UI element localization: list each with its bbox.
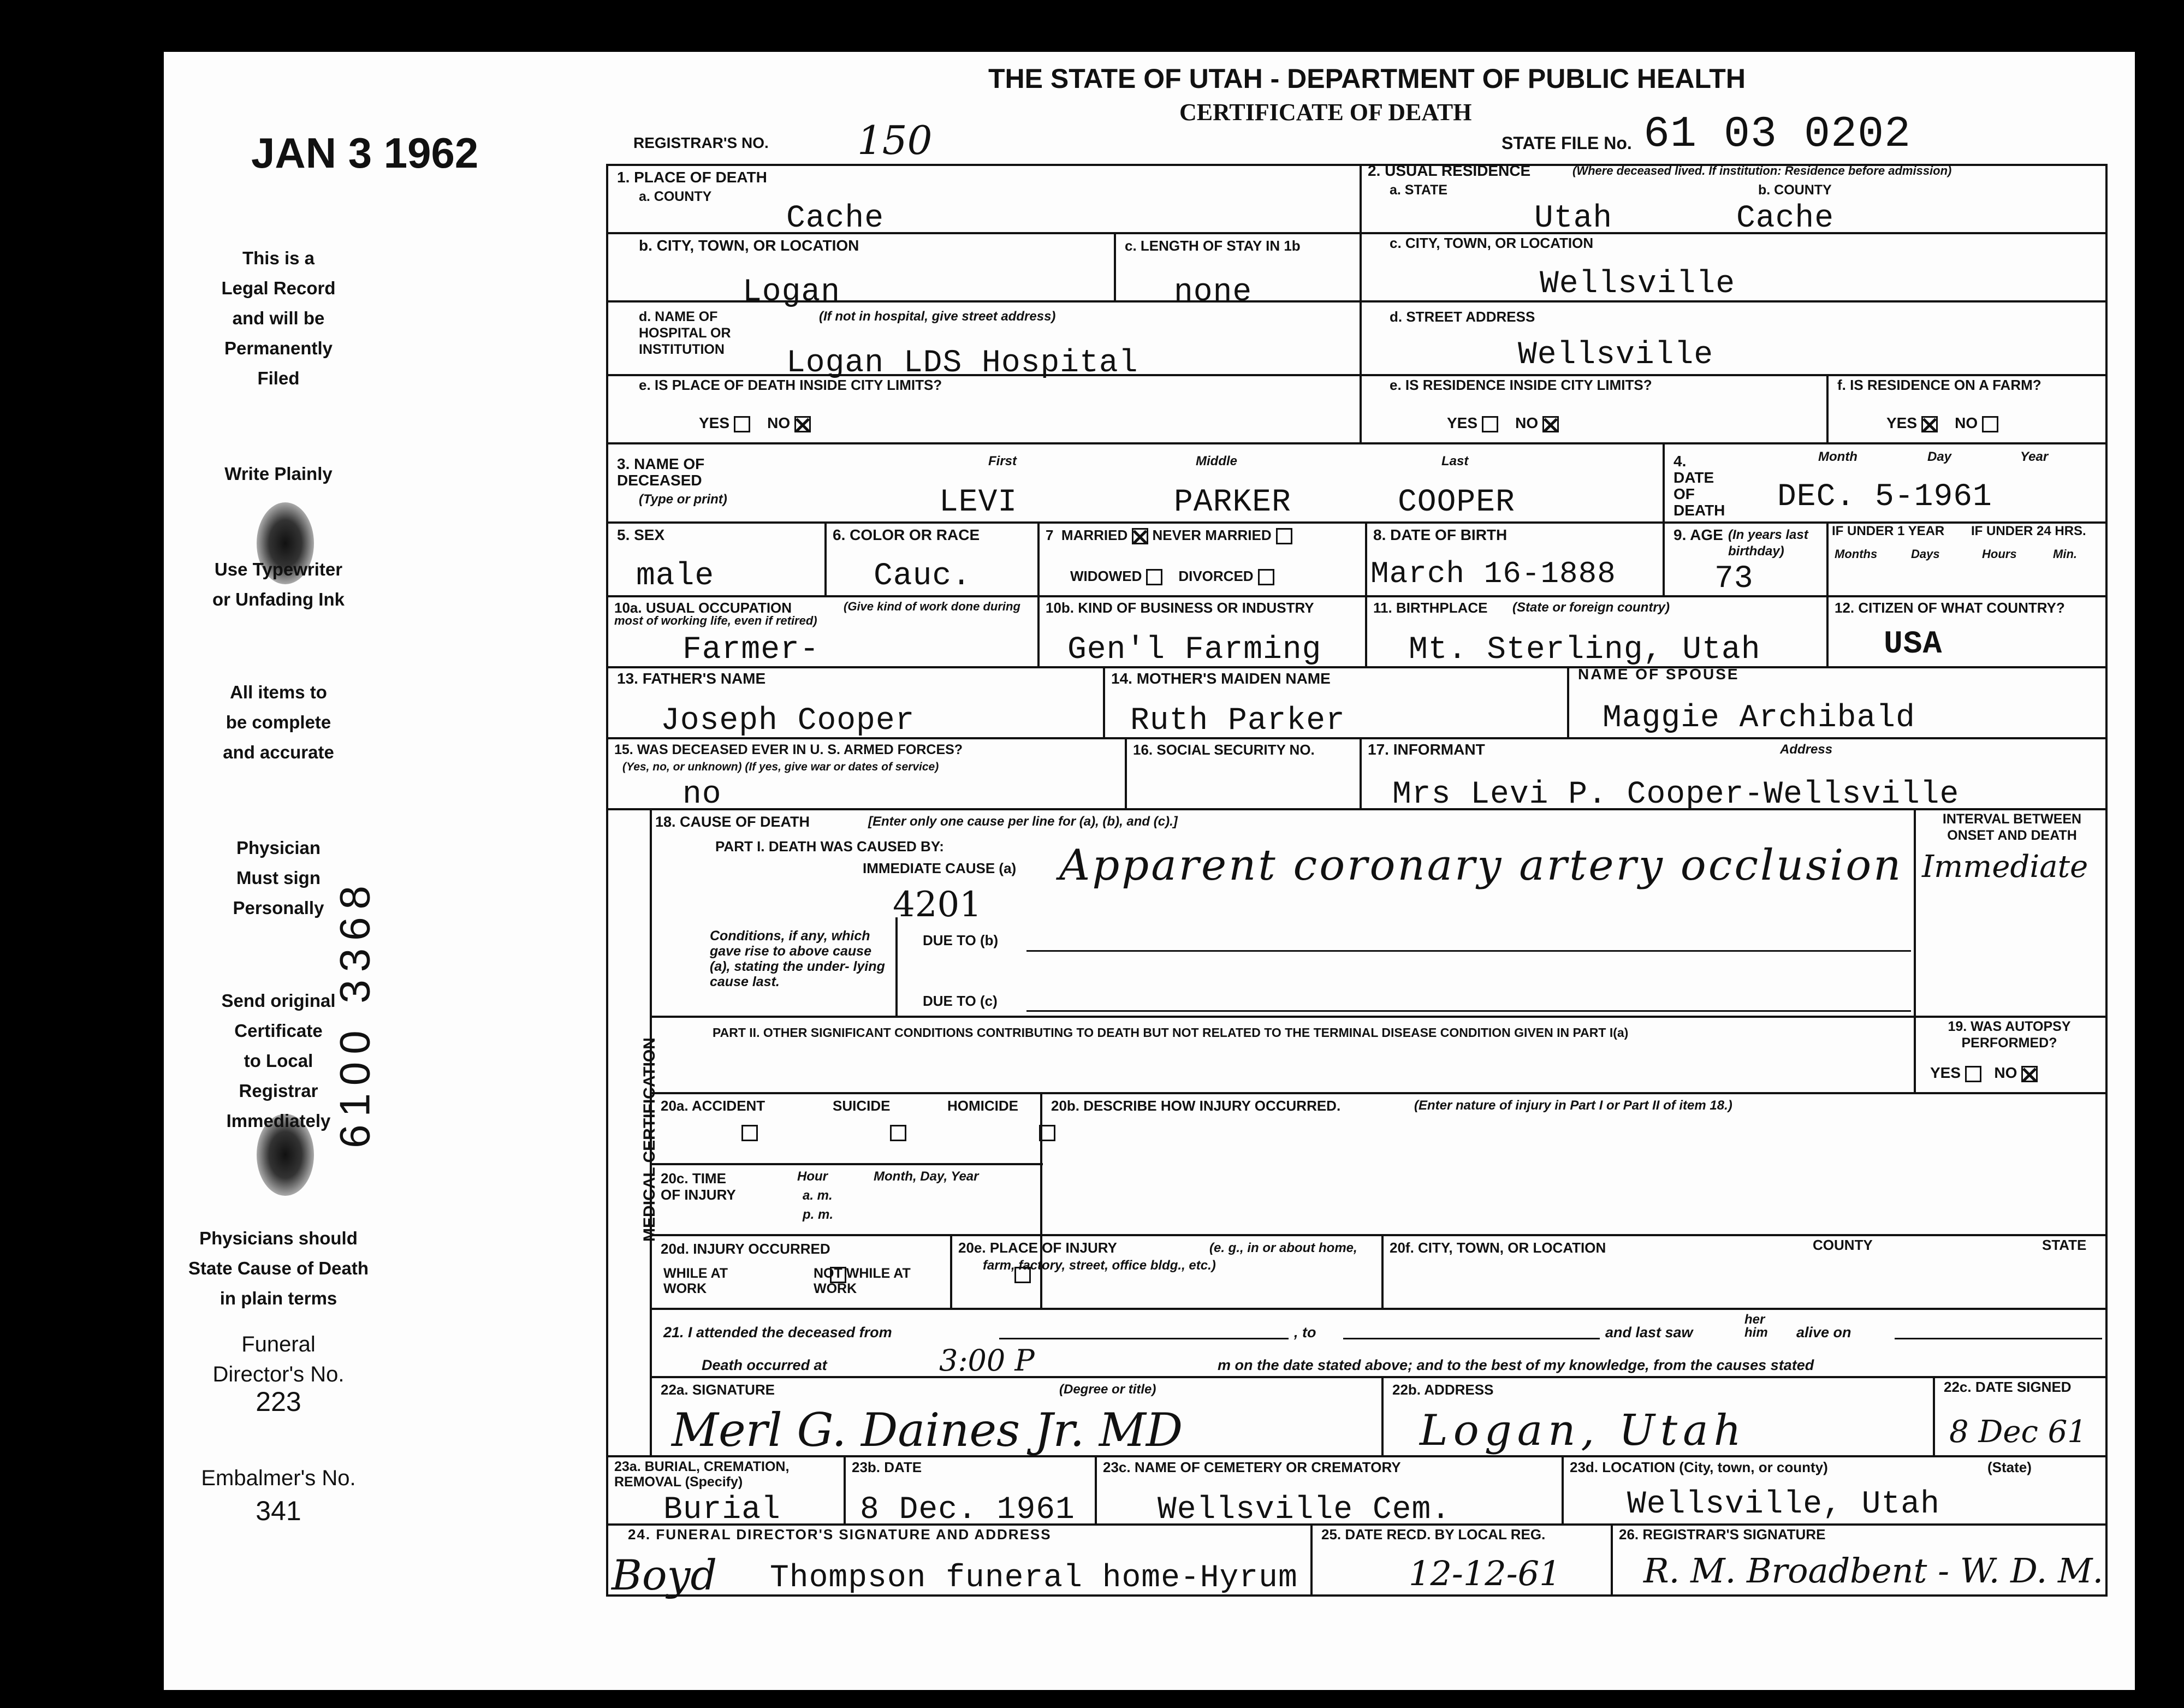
cause-code: 4201 bbox=[893, 885, 982, 925]
s2-hint: (Where deceased lived. If institution: Residence before admission) bbox=[1572, 164, 1952, 177]
s20e-label: 20e. PLACE OF INJURY bbox=[958, 1240, 1117, 1256]
registrars-no-label: REGISTRAR'S NO. bbox=[633, 134, 769, 151]
s2-state-label: a. STATE bbox=[1390, 182, 1448, 198]
s24-label: 24. FUNERAL DIRECTOR'S SIGNATURE AND ADDRESS bbox=[628, 1526, 1052, 1543]
s7-widowed: WIDOWED DIVORCED bbox=[1070, 568, 1274, 585]
s9-days: Days bbox=[1911, 547, 1940, 561]
s19-checks: YES NO bbox=[1930, 1065, 2038, 1082]
s20c-label: 20c. TIME OF INJURY bbox=[661, 1170, 736, 1203]
side-send-original: Send original Certificate to Local Registrar Immediately bbox=[221, 991, 336, 1131]
s21-line1e: alive on bbox=[1796, 1324, 1851, 1341]
s9-hint: (In years last birthday) bbox=[1728, 527, 1808, 559]
spouse-label: NAME OF SPOUSE bbox=[1578, 666, 1740, 683]
usual-occupation: Farmer- bbox=[682, 632, 820, 668]
s3-first-label: First bbox=[988, 454, 1017, 468]
s26-label: 26. REGISTRAR'S SIGNATURE bbox=[1619, 1526, 1826, 1543]
s2-street-label: d. STREET ADDRESS bbox=[1390, 309, 1535, 325]
s1-hosp-hint: (If not in hospital, give street address) bbox=[819, 309, 1056, 324]
s12-label: 12. CITIZEN OF WHAT COUNTRY? bbox=[1835, 600, 2065, 616]
s1-inside-checks: YES NO bbox=[699, 415, 811, 432]
citizen-country: USA bbox=[1884, 627, 1943, 662]
deceased-last-name: COOPER bbox=[1398, 485, 1515, 520]
s3-last-label: Last bbox=[1441, 454, 1469, 468]
sex: male bbox=[636, 559, 715, 594]
widowed-checkbox[interactable] bbox=[1146, 569, 1162, 585]
s3-hint: (Type or print) bbox=[639, 492, 727, 507]
s20b-label: 20b. DESCRIBE HOW INJURY OCCURRED. bbox=[1051, 1098, 1341, 1114]
s20d-label: 20d. INJURY OCCURRED bbox=[661, 1241, 830, 1257]
s4-month-label: Month bbox=[1818, 449, 1857, 464]
s22c-label: 22c. DATE SIGNED bbox=[1944, 1379, 2072, 1395]
s11-label: 11. BIRTHPLACE bbox=[1373, 600, 1488, 616]
s22b-label: 22b. ADDRESS bbox=[1392, 1381, 1494, 1398]
s9-under1: IF UNDER 1 YEAR bbox=[1832, 524, 1945, 538]
s21-line2a: Death occurred at bbox=[702, 1357, 827, 1373]
date-signed: 8 Dec 61 bbox=[1949, 1414, 2087, 1450]
s13-label: 13. FATHER'S NAME bbox=[617, 670, 766, 687]
autopsy-no-checkbox[interactable] bbox=[2021, 1066, 2038, 1082]
s18-part1: PART I. DEATH WAS CAUSED BY: bbox=[715, 838, 944, 855]
s20c-am: a. m. bbox=[803, 1188, 833, 1203]
s23d-state-label: (State) bbox=[1987, 1459, 2032, 1475]
s17-address-label: Address bbox=[1780, 742, 1833, 757]
s9-label: 9. AGE bbox=[1673, 526, 1723, 543]
residence-state: Utah bbox=[1534, 201, 1613, 236]
s11-hint: (State or foreign country) bbox=[1512, 600, 1670, 615]
death-time: 3:00 P bbox=[939, 1343, 1035, 1378]
side-legal-record: This is a Legal Record and will be Permanently Filed bbox=[221, 248, 336, 388]
s21-line1d: her him bbox=[1744, 1312, 1768, 1340]
s2-inside-label: e. IS RESIDENCE INSIDE CITY LIMITS? bbox=[1390, 377, 1652, 393]
state-file-label: STATE FILE No. bbox=[1502, 133, 1632, 153]
s10a-label: 10a. USUAL OCCUPATION bbox=[614, 600, 792, 616]
form-subtitle: CERTIFICATE OF DEATH bbox=[1179, 99, 1472, 126]
disposition-date: 8 Dec. 1961 bbox=[860, 1492, 1075, 1528]
s22a-degree-label: (Degree or title) bbox=[1059, 1382, 1156, 1397]
s20-homicide: HOMICIDE bbox=[947, 1098, 1018, 1114]
funeral-director-signature: Boyd bbox=[612, 1551, 717, 1599]
s10a-hint: (Give kind of work done during most of working life, even if retired) bbox=[614, 600, 1020, 627]
death-county: Cache bbox=[786, 201, 885, 236]
married-checkbox[interactable] bbox=[1132, 528, 1148, 544]
side-physician-sign: Physician Must sign Personally bbox=[233, 838, 324, 918]
s18-immediate: IMMEDIATE CAUSE (a) bbox=[863, 860, 1017, 876]
s18-interval-label: INTERVAL BETWEEN ONSET AND DEATH bbox=[1942, 811, 2082, 843]
s1-city-label: b. CITY, TOWN, OR LOCATION bbox=[639, 237, 859, 254]
s4-year-label: Year bbox=[2020, 449, 2049, 464]
s2-farm-no-checkbox[interactable] bbox=[1982, 416, 1998, 432]
armed-forces: no bbox=[682, 777, 722, 813]
s21-line1a: 21. I attended the deceased from bbox=[663, 1324, 892, 1341]
s9-hours: Hours bbox=[1982, 547, 2017, 561]
homicide-checkbox[interactable] bbox=[1039, 1125, 1055, 1141]
death-city: Logan bbox=[743, 275, 841, 310]
s1-inside-yes-checkbox[interactable] bbox=[734, 416, 750, 432]
s2-inside-no-checkbox[interactable] bbox=[1542, 416, 1559, 432]
date-of-birth: March 16-1888 bbox=[1370, 556, 1616, 591]
s2-farm-yes-checkbox[interactable] bbox=[1921, 416, 1938, 432]
side-funeral-director-label: Funeral Director's No. bbox=[212, 1332, 345, 1386]
s6-label: 6. COLOR OR RACE bbox=[833, 526, 980, 543]
s20b-hint: (Enter nature of injury in Part I or Part II of item 18.) bbox=[1414, 1098, 1732, 1113]
s20-suicide: SUICIDE bbox=[833, 1098, 891, 1114]
side-funeral-director-no: 223 bbox=[256, 1386, 301, 1417]
suicide-checkbox[interactable] bbox=[890, 1125, 906, 1141]
s20c-pm: p. m. bbox=[803, 1207, 834, 1222]
s23d-label: 23d. LOCATION (City, town, or county) bbox=[1570, 1459, 1828, 1475]
s20c-hour: Hour bbox=[797, 1169, 828, 1184]
s17-label: 17. INFORMANT bbox=[1368, 741, 1485, 758]
disposition: Burial bbox=[663, 1492, 781, 1528]
physician-address: Logan, Utah bbox=[1420, 1406, 1747, 1455]
physician-signature: Merl G. Daines Jr. MD bbox=[672, 1403, 1183, 1457]
s4-day-label: Day bbox=[1927, 449, 1952, 464]
s2-label: 2. USUAL RESIDENCE bbox=[1368, 162, 1531, 179]
funeral-director: Thompson funeral home-Hyrum bbox=[770, 1561, 1298, 1596]
s10b-label: 10b. KIND OF BUSINESS OR INDUSTRY bbox=[1046, 600, 1314, 616]
father-name: Joseph Cooper bbox=[661, 703, 915, 739]
s15-hint: (Yes, no, or unknown) (If yes, give war or dates of service) bbox=[622, 761, 939, 773]
residence-county: Cache bbox=[1736, 201, 1835, 236]
s25-label: 25. DATE RECD. BY LOCAL REG. bbox=[1321, 1526, 1546, 1543]
date-received: 12-12-61 bbox=[1409, 1553, 1561, 1593]
s21-line1c: and last saw bbox=[1605, 1324, 1693, 1341]
registrars-no: 150 bbox=[857, 117, 933, 163]
registrar-signature: R. M. Broadbent - W. D. M. bbox=[1643, 1551, 2104, 1591]
state-file-no: 61 03 0202 bbox=[1643, 110, 1912, 159]
side-physicians-should: Physicians should State Cause of Death in plain terms bbox=[188, 1228, 369, 1308]
mother-maiden-name: Ruth Parker bbox=[1130, 703, 1345, 739]
s2-farm-checks: YES NO bbox=[1886, 415, 1998, 432]
s20e-hint: (e. g., in or about home, farm, factory, street, office bldg., etc.) bbox=[983, 1241, 1357, 1273]
s1-label: 1. PLACE OF DEATH bbox=[617, 169, 767, 186]
date-of-death: DEC. 5-1961 bbox=[1777, 479, 1992, 515]
s23b-label: 23b. DATE bbox=[852, 1459, 922, 1475]
s7-married: 7 MARRIED NEVER MARRIED bbox=[1046, 527, 1292, 544]
s22a-label: 22a. SIGNATURE bbox=[661, 1381, 775, 1398]
s1-county-label: a. COUNTY bbox=[639, 189, 712, 204]
accident-checkbox[interactable] bbox=[741, 1125, 758, 1141]
s18-label: 18. CAUSE OF DEATH bbox=[655, 814, 810, 830]
residence-street: Wellsville bbox=[1518, 337, 1714, 373]
deceased-first-name: LEVI bbox=[939, 485, 1018, 520]
s18-hint: [Enter only one cause per line for (a), (b), and (c).] bbox=[868, 814, 1178, 829]
s20f-county: COUNTY bbox=[1813, 1237, 1873, 1253]
color-or-race: Cauc. bbox=[874, 559, 972, 594]
s3-label: 3. NAME OF DECEASED bbox=[617, 455, 705, 489]
s20d-not-work: NOT WHILE AT WORK bbox=[814, 1266, 911, 1296]
side-items-complete: All items to be complete and accurate bbox=[223, 682, 334, 762]
s2-county-label: b. COUNTY bbox=[1758, 182, 1832, 198]
s18-conditions: Conditions, if any, which gave rise to above cause (a), stating the under- lying cause last. bbox=[710, 928, 885, 989]
s20a-label: 20a. ACCIDENT bbox=[661, 1098, 765, 1114]
informant: Mrs Levi P. Cooper-Wellsville bbox=[1392, 777, 1960, 813]
s3-middle-label: Middle bbox=[1196, 454, 1237, 468]
divorced-checkbox[interactable] bbox=[1258, 569, 1274, 585]
side-typewriter: Use Typewriter or Unfading Ink bbox=[212, 559, 345, 609]
s16-label: 16. SOCIAL SECURITY NO. bbox=[1133, 742, 1315, 758]
s1-hosp-label: d. NAME OF HOSPITAL OR INSTITUTION bbox=[639, 309, 731, 357]
s9-months: Months bbox=[1835, 547, 1878, 561]
deceased-middle-name: PARKER bbox=[1174, 485, 1291, 520]
kind-of-business: Gen'l Farming bbox=[1067, 632, 1322, 668]
s2-farm-label: f. IS RESIDENCE ON A FARM? bbox=[1837, 377, 2041, 393]
s20c-mdy: Month, Day, Year bbox=[874, 1169, 979, 1184]
medical-certification-label: MEDICAL CERTIFICATION bbox=[640, 1037, 658, 1242]
s2-inside-yes-checkbox[interactable] bbox=[1482, 416, 1498, 432]
side-embalmer-no: 341 bbox=[256, 1496, 301, 1526]
s20d-at-work: WHILE AT WORK bbox=[663, 1266, 728, 1296]
age: 73 bbox=[1714, 561, 1754, 597]
s23c-label: 23c. NAME OF CEMETERY OR CREMATORY bbox=[1103, 1459, 1401, 1475]
cemetery: Wellsville Cem. bbox=[1158, 1492, 1451, 1528]
s9-under24: IF UNDER 24 HRS. bbox=[1971, 524, 2086, 538]
s20f-label: 20f. CITY, TOWN, OR LOCATION bbox=[1390, 1240, 1606, 1256]
birthplace: Mt. Sterling, Utah bbox=[1409, 632, 1761, 668]
residence-city: Wellsville bbox=[1540, 266, 1736, 302]
s18-due-b: DUE TO (b) bbox=[923, 932, 999, 948]
s1-stay-label: c. LENGTH OF STAY IN 1b bbox=[1125, 238, 1301, 254]
hospital-name: Logan LDS Hospital bbox=[786, 346, 1138, 381]
s21-line1b: , to bbox=[1294, 1324, 1316, 1341]
s8-label: 8. DATE OF BIRTH bbox=[1373, 526, 1508, 543]
s18-due-c: DUE TO (c) bbox=[923, 993, 998, 1009]
never-married-checkbox[interactable] bbox=[1276, 528, 1292, 544]
s1-inside-no-checkbox[interactable] bbox=[794, 416, 811, 432]
s19-label: 19. WAS AUTOPSY PERFORMED? bbox=[1948, 1019, 2071, 1051]
cause-a: Apparent coronary artery occlusion bbox=[1059, 841, 1903, 890]
s4-label: 4. DATE OF DEATH bbox=[1673, 453, 1725, 519]
s23a-label: 23a. BURIAL, CREMATION, REMOVAL (Specify) bbox=[614, 1459, 790, 1490]
s15-label: 15. WAS DECEASED EVER IN U. S. ARMED FORCES? bbox=[614, 742, 963, 757]
spouse-name: Maggie Archibald bbox=[1603, 701, 1915, 736]
stamp-date: JAN 3 1962 bbox=[251, 129, 479, 177]
s18-part2: PART II. OTHER SIGNIFICANT CONDITIONS CONTRIBUTING TO DEATH BUT NOT RELATED TO THE TERMINAL DISEASE CONDITION GIVEN IN PART I(a) bbox=[713, 1025, 1629, 1040]
s1-inside-label: e. IS PLACE OF DEATH INSIDE CITY LIMITS? bbox=[639, 377, 942, 393]
s2-city-label: c. CITY, TOWN, OR LOCATION bbox=[1390, 235, 1594, 251]
autopsy-yes-checkbox[interactable] bbox=[1965, 1066, 1981, 1082]
length-of-stay: none bbox=[1174, 275, 1253, 310]
s2-inside-checks: YES NO bbox=[1447, 415, 1559, 432]
s20f-state: STATE bbox=[2042, 1237, 2087, 1253]
interval: Immediate bbox=[1922, 849, 2088, 885]
s21-line2b: m on the date stated above; and to the best of my knowledge, from the causes stated bbox=[1218, 1357, 1814, 1373]
side-embalmer-label: Embalmer's No. bbox=[201, 1466, 356, 1490]
s14-label: 14. MOTHER'S MAIDEN NAME bbox=[1111, 670, 1331, 687]
s9-min: Min. bbox=[2053, 547, 2077, 561]
side-write-plainly: Write Plainly bbox=[224, 464, 333, 484]
form-title: THE STATE OF UTAH - DEPARTMENT OF PUBLIC HEALTH bbox=[988, 63, 1746, 94]
s5-label: 5. SEX bbox=[617, 526, 665, 543]
cemetery-location: Wellsville, Utah bbox=[1627, 1487, 1940, 1522]
vertical-number: 6100 3368 bbox=[330, 878, 379, 1148]
